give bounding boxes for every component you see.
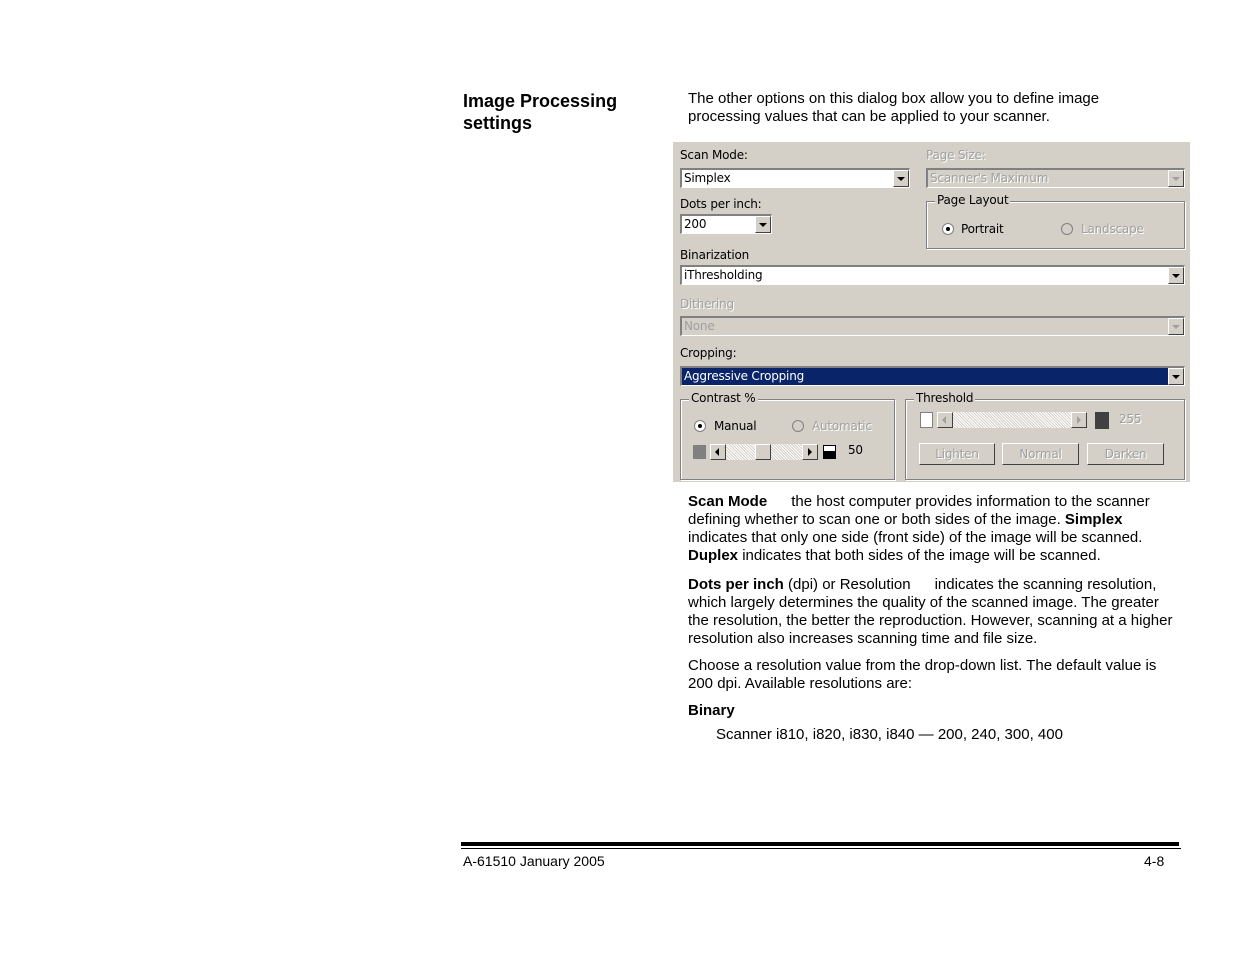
chevron-down-icon[interactable] <box>1168 267 1184 284</box>
simplex-term: Simplex <box>1064 511 1123 528</box>
page-size-select[interactable] <box>926 168 1185 188</box>
high-contrast-swatch-icon <box>823 445 836 459</box>
page-size-label: Page Size: <box>926 148 986 162</box>
scan-mode-text-1: the host computer provides information to the scanner defining whether to scan one or both sides of the image. <box>688 493 1150 528</box>
dithering-value: None <box>684 319 715 333</box>
dithering-label: Dithering <box>680 297 734 311</box>
scan-mode-label: Scan Mode: <box>680 148 748 162</box>
manual-radio[interactable] <box>694 420 706 432</box>
binarization-select[interactable] <box>680 265 1185 285</box>
landscape-radio[interactable] <box>1061 223 1073 235</box>
threshold-increase-button[interactable] <box>1071 412 1087 428</box>
section-title: Image Processing settings <box>463 91 618 133</box>
contrast-group <box>680 391 895 480</box>
scan-mode-text-2: indicates that only one side (front side) of the image will be scanned. <box>688 529 1143 546</box>
image-processing-dialog <box>673 142 1190 482</box>
threshold-label: Threshold <box>916 391 974 405</box>
portrait-radio[interactable] <box>942 223 954 235</box>
dpi-label: Dots per inch: <box>680 197 762 211</box>
black-swatch-icon <box>1095 412 1109 429</box>
portrait-label: Portrait <box>961 222 1004 236</box>
chevron-down-icon[interactable] <box>1168 318 1184 335</box>
contrast-label: Contrast % <box>691 391 756 405</box>
binarization-label: Binarization <box>680 248 750 262</box>
darken-button[interactable]: Darken <box>1087 443 1164 465</box>
threshold-value: 255 <box>1119 412 1142 426</box>
contrast-slider-thumb[interactable] <box>755 444 771 460</box>
dpi-paragraph <box>688 576 1180 648</box>
binary-resolutions: Scanner i810, i820, i830, i840 — 200, 240, 300, 400 <box>716 726 1063 743</box>
footer-rule-thin <box>461 848 1181 849</box>
footer-rule-thick <box>461 842 1179 846</box>
lighten-button[interactable]: Lighten <box>919 443 995 465</box>
dpi-text-1: (dpi) or Resolution <box>788 576 911 593</box>
binarization-value: iThresholding <box>684 268 763 282</box>
low-contrast-swatch-icon <box>693 445 706 459</box>
chevron-down-icon[interactable] <box>755 216 771 233</box>
scan-mode-paragraph <box>688 493 1180 565</box>
manual-label: Manual <box>714 419 757 433</box>
contrast-decrease-button[interactable] <box>710 444 726 460</box>
page-number: 4-8 <box>1144 853 1165 869</box>
dpi-text-2: indicates the scanning resolution, which largely determines the quality of the scanned image. The greater the resolution, the better the reproduction. However, scanning at a higher resolution also increases scanning time and file size. <box>688 576 1173 647</box>
intro-paragraph: The other options on this dialog box allow you to define image processing values that can be applied to your scanner. <box>688 90 1100 125</box>
threshold-group <box>905 391 1185 480</box>
normal-button[interactable]: Normal <box>1002 443 1079 465</box>
scan-mode-value: Simplex <box>684 171 731 185</box>
binary-heading: Binary <box>688 702 735 719</box>
page-size-value: Scanner's Maximum <box>930 171 1049 185</box>
white-swatch-icon <box>920 412 933 428</box>
threshold-slider-track[interactable] <box>953 412 1071 428</box>
threshold-decrease-button[interactable] <box>937 412 953 428</box>
chevron-down-icon[interactable] <box>1168 368 1184 385</box>
landscape-label: Landscape <box>1081 222 1144 236</box>
dithering-select[interactable] <box>680 316 1185 336</box>
contrast-increase-button[interactable] <box>802 444 818 460</box>
footer-document-id: A-61510 January 2005 <box>463 853 605 869</box>
automatic-label: Automatic <box>812 419 872 433</box>
chevron-down-icon[interactable] <box>893 170 909 187</box>
cropping-label: Cropping: <box>680 346 737 360</box>
cropping-select[interactable] <box>680 366 1185 386</box>
page-layout-label: Page Layout <box>937 193 1009 207</box>
dpi-term: Dots per inch <box>688 576 784 593</box>
automatic-radio[interactable] <box>792 420 804 432</box>
duplex-term: Duplex <box>688 547 739 564</box>
scan-mode-select[interactable] <box>680 168 910 188</box>
dpi-value: 200 <box>684 217 707 231</box>
chevron-down-icon[interactable] <box>1168 170 1184 187</box>
choose-resolution-paragraph: Choose a resolution value from the drop-down list. The default value is 200 dpi. Available resolutions are: <box>688 657 1157 692</box>
dpi-select[interactable] <box>680 214 772 234</box>
scan-mode-term: Scan Mode <box>688 493 768 510</box>
scan-mode-text-3: indicates that both sides of the image will be scanned. <box>742 547 1101 564</box>
cropping-value: Aggressive Cropping <box>684 369 805 383</box>
contrast-value: 50 <box>848 443 863 457</box>
page-layout-group <box>926 193 1185 249</box>
